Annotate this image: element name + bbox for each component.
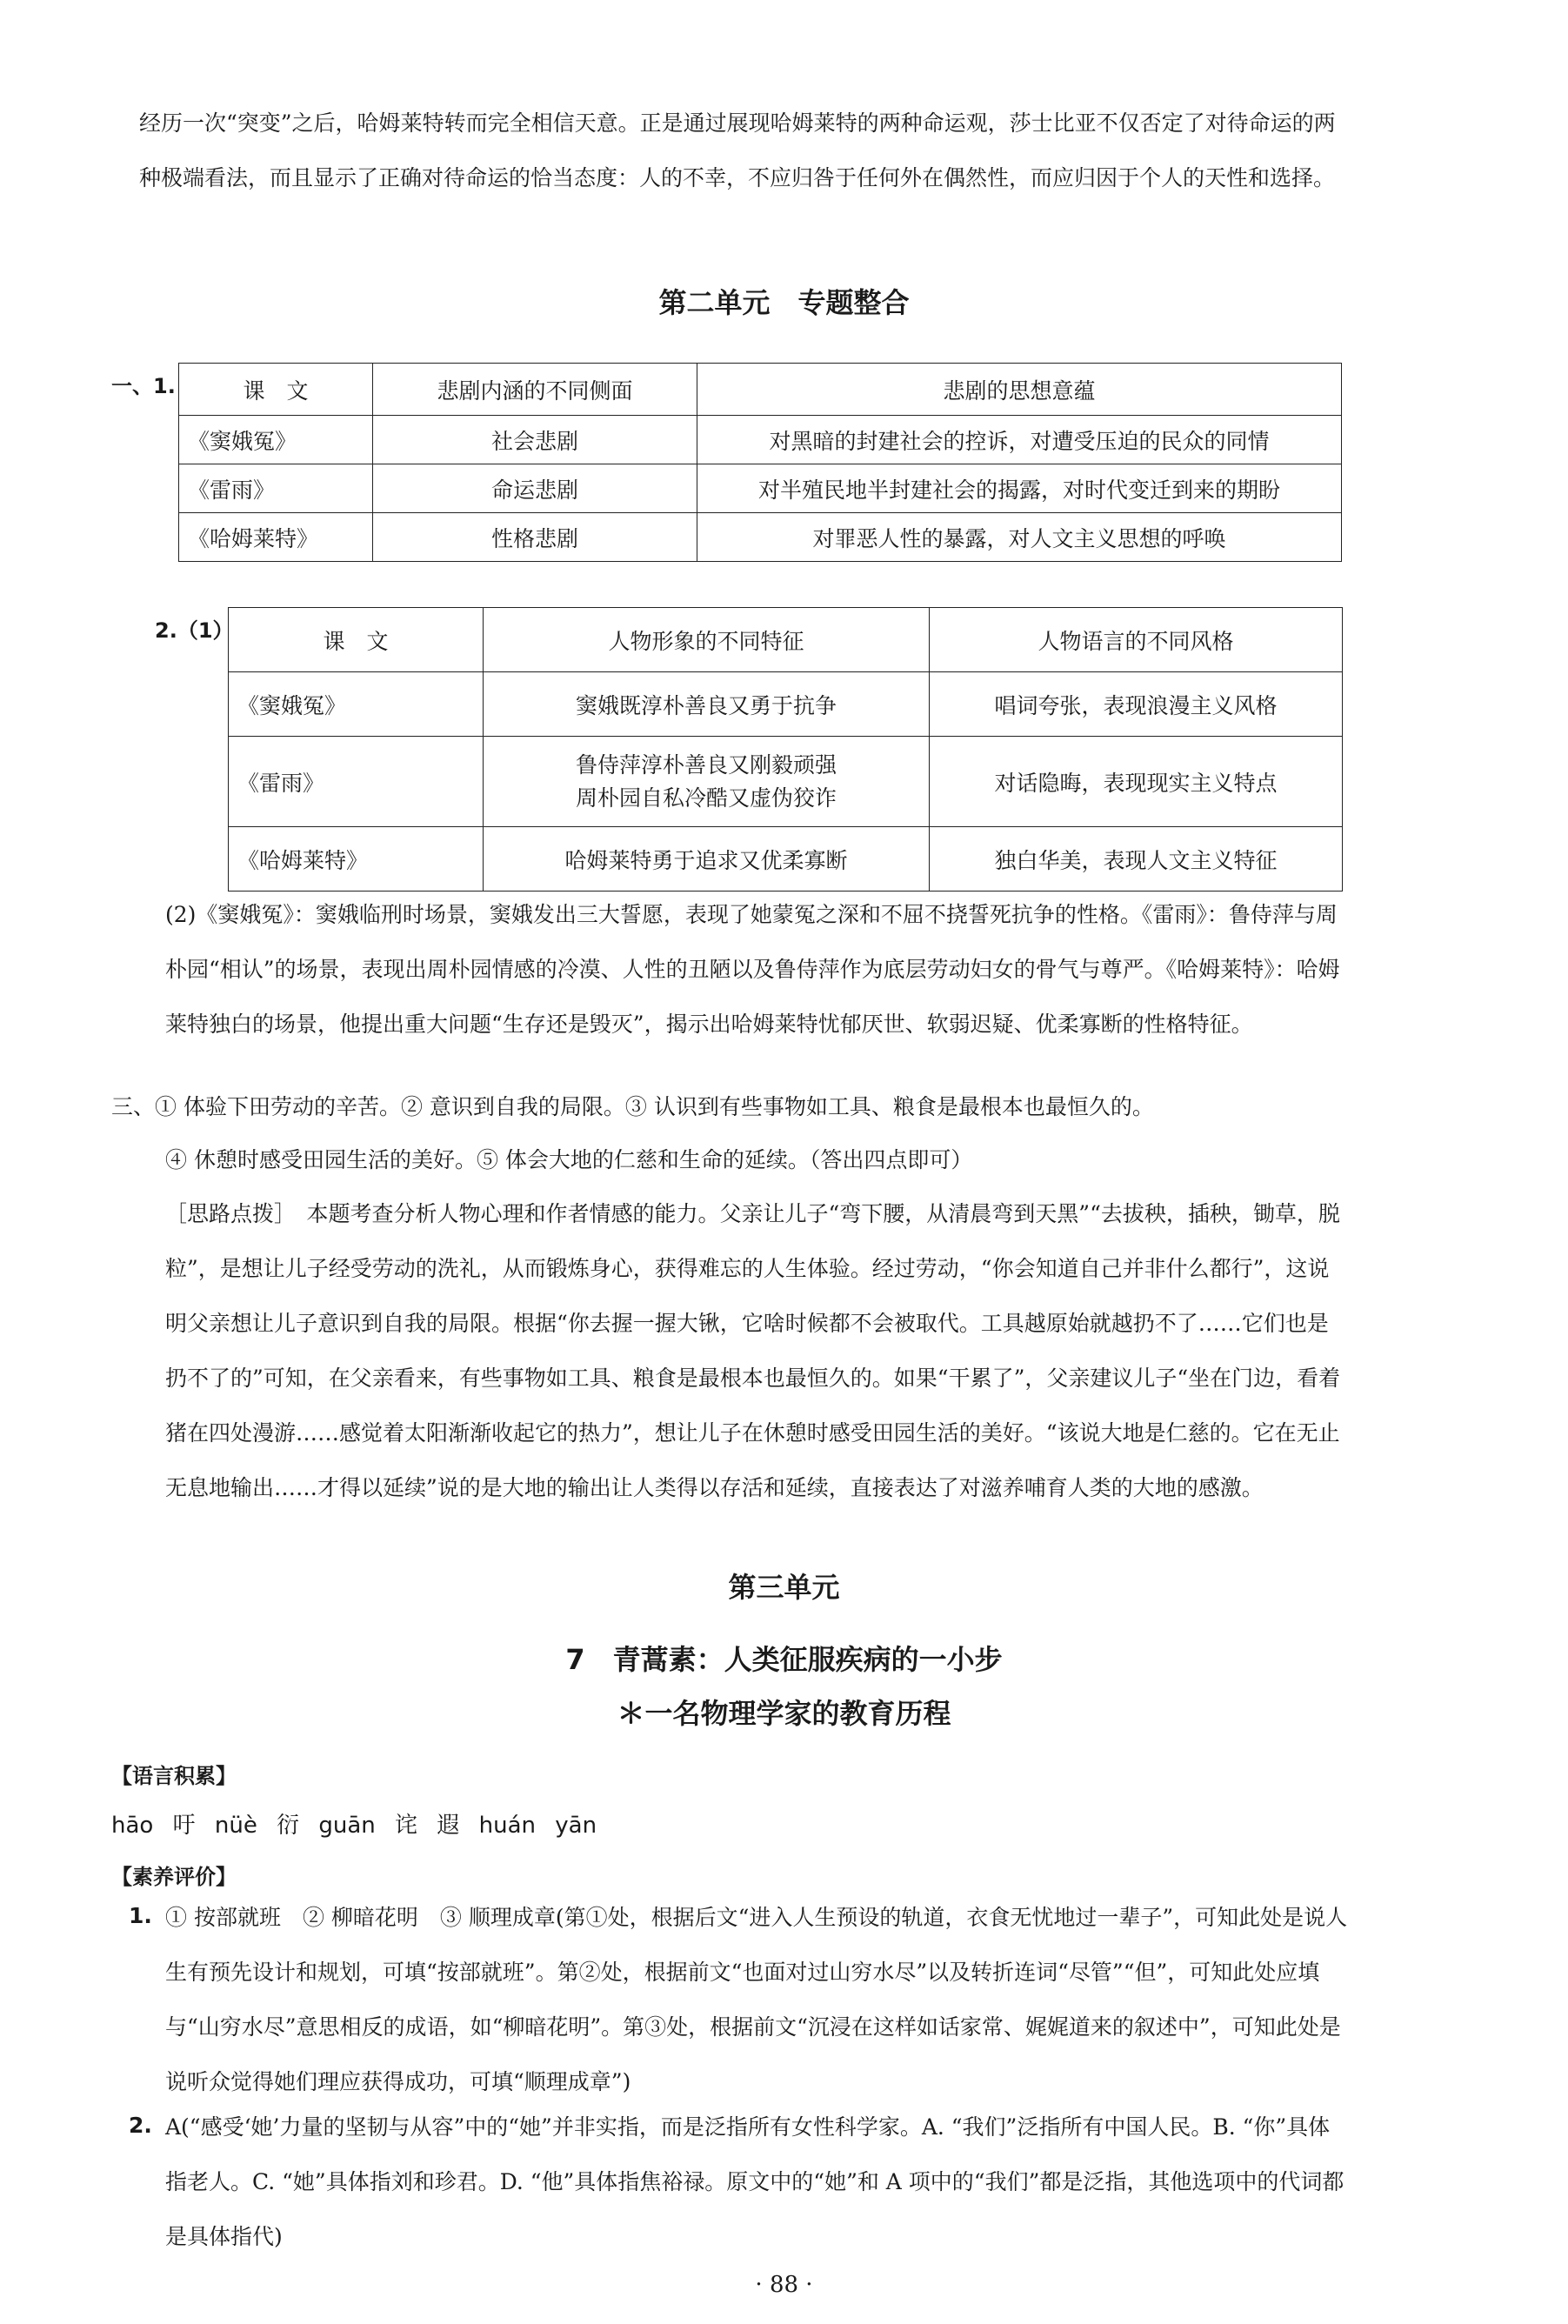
answer2-text: A(“感受‘她’力量的坚韧与从容”中的“她”并非实指，而是泛指所有女性科学家。A. “我们”泛指所有中国人民。B. “你”具体指老人。C. “她”具体指刘和珍君。D. “他”具体指焦裕禄。原文中的“她”和 A 项中的“我们”都是泛指，其他选项中的代词都是具体指代)	[165, 2114, 1344, 2249]
table-row	[179, 416, 1342, 464]
q2-part2: (2)《窦娥冤》：窦娥临刑时场景，窦娥发出三大誓愿，表现了她蒙冤之深和不屈不挠誓死抗争的性格。《雷雨》：鲁侍萍与周朴园“相认”的场景，表现出周朴园情感的冷漠、人性的丑陋以及鲁侍萍作为底层劳动妇女的骨气与尊严。《哈姆莱特》：哈姆莱特独白的场景，他提出重大问题“生存还是毁灭”，揭示出哈姆莱特忧郁厌世、软弱迟疑、优柔寡断的性格特征。	[165, 902, 1340, 1037]
table-header: 悲剧内涵的不同侧面	[373, 364, 697, 416]
table-cell: 窦娥既淳朴善良又勇于抗争	[484, 672, 930, 737]
q3-answer-cont: ④ 休憩时感受田园生活的美好。⑤ 体会大地的仁慈和生命的延续。（答出四点即可）	[165, 1147, 973, 1172]
table-cell: 《窦娥冤》	[179, 416, 373, 464]
unit3-title: 第三单元	[728, 1571, 840, 1604]
cell-line: 周朴园自私冷酷又虚伪狡诈	[575, 785, 837, 811]
table-row	[229, 737, 1343, 827]
table-cell: 命运悲剧	[373, 464, 697, 513]
pinyin-list	[111, 1807, 609, 1840]
table-cell: 对罪恶人性的暴露，对人文主义思想的呼唤	[697, 513, 1342, 562]
language-section-label: 【语言积累】	[111, 1764, 237, 1788]
lesson-subtitle: ＊一名物理学家的教育历程	[617, 1697, 951, 1730]
pinyin-item: 衍	[277, 1813, 300, 1839]
lesson-title: 7 青蒿素：人类征服疾病的一小步	[565, 1643, 1003, 1676]
table-cell: 《哈姆莱特》	[229, 827, 484, 892]
table-header: 人物形象的不同特征	[484, 608, 930, 672]
table-cell: 性格悲剧	[373, 513, 697, 562]
table-cell: 《哈姆莱特》	[179, 513, 373, 562]
q3-answer: 三、① 体验下田劳动的辛苦。② 意识到自我的局限。③ 认识到有些事物如工具、粮食是最根本也最恒久的。	[111, 1094, 1154, 1119]
pinyin-item: guān	[318, 1813, 376, 1839]
table-cell: 对半殖民地半封建社会的揭露，对时代变迁到来的期盼	[697, 464, 1342, 513]
table-header-row	[179, 364, 1342, 416]
q2-label: 2.（1）	[155, 618, 234, 643]
answer1-text: ① 按部就班 ② 柳暗花明 ③ 顺理成章(第①处，根据后文“进入人生预设的轨道，衣食无忧地过一辈子”，可知此处是说人生有预先设计和规划，可填“按部就班”。第②处，根据前文“也面对过山穷水尽”以及转折连词“尽管”“但”，可知此处应填与“山穷水尽”意思相反的成语，如“柳暗花明”。第③处，根据前文“沉浸在这样如话家常、娓娓道来的叙述中”，可知此处是说听众觉得她们理应获得成功，可填“顺理成章”)	[165, 1905, 1348, 2094]
analysis-paragraph: ［思路点拨］ 本题考查分析人物心理和作者情感的能力。父亲让儿子“弯下腰，从清晨弯到天黑”“去拔秧，插秧，锄草，脱粒”，是想让儿子经受劳动的洗礼，从而锻炼身心，获得难忘的人生体验。经过劳动，“你会知道自己并非什么都行”，这说明父亲想让儿子意识到自我的局限。根据“你去握一握大锹，它啥时候都不会被取代。工具越原始就越扔不了……它们也是扔不了的”可知，在父亲看来，有些事物如工具、粮食是最根本也最恒久的。如果“干累了”，父亲建议儿子“坐在门边，看着猪在四处漫游……感觉着太阳渐渐收起它的热力”，想让儿子在休憩时感受田园生活的美好。“该说大地是仁慈的。它在无止无息地输出……才得以延续”说的是大地的输出让人类得以存活和延续，直接表达了对滋养哺育人类的大地的感激。	[165, 1201, 1341, 1500]
tragedy-table	[178, 363, 1342, 562]
pinyin-item: 吁	[172, 1813, 196, 1839]
table-cell: 对话隐晦，表现现实主义特点	[930, 737, 1343, 827]
table-cell	[484, 737, 930, 827]
page-number: · 88 ·	[755, 2272, 813, 2298]
answer2-number: 2.	[129, 2113, 152, 2138]
table-cell: 《窦娥冤》	[229, 672, 484, 737]
pinyin-item: 遐	[437, 1813, 460, 1839]
table-cell: 《雷雨》	[229, 737, 484, 827]
character-table	[228, 607, 1343, 892]
cell-line: 鲁侍萍淳朴善良又刚毅顽强	[575, 751, 837, 778]
table-cell: 社会悲剧	[373, 416, 697, 464]
table-cell: 独白华美，表现人文主义特征	[930, 827, 1343, 892]
intro-paragraph: 经历一次“突变”之后，哈姆莱特转而完全相信天意。正是通过展现哈姆莱特的两种命运观，莎士比亚不仅否定了对待命运的两种极端看法，而且显示了正确对待命运的恰当态度：人的不幸，不应归咎于任何外在偶然性，而应归因于个人的天性和选择。	[139, 110, 1336, 190]
q1-label: 一、1.	[111, 374, 176, 398]
table-cell: 对黑暗的封建社会的控诉，对遭受压迫的民众的同情	[697, 416, 1342, 464]
table-header: 悲剧的思想意蕴	[697, 364, 1342, 416]
table-cell: 唱词夸张，表现浪漫主义风格	[930, 672, 1343, 737]
answer1-number: 1.	[129, 1903, 152, 1928]
pinyin-item: 诧	[395, 1813, 418, 1839]
table-header: 课 文	[179, 364, 373, 416]
pinyin-item: yān	[555, 1813, 597, 1839]
table-cell: 哈姆莱特勇于追求又优柔寡断	[484, 827, 930, 892]
evaluation-section-label: 【素养评价】	[111, 1865, 237, 1889]
table-header: 课 文	[229, 608, 484, 672]
table-cell: 《雷雨》	[179, 464, 373, 513]
table-header: 人物语言的不同风格	[930, 608, 1343, 672]
pinyin-item: hāo	[111, 1813, 154, 1839]
unit2-title: 第二单元 专题整合	[658, 286, 910, 319]
table-row	[179, 464, 1342, 513]
table-header-row	[229, 608, 1343, 672]
table-row	[179, 513, 1342, 562]
table-row	[229, 827, 1343, 892]
pinyin-item: nüè	[214, 1813, 257, 1839]
pinyin-item: huán	[478, 1813, 536, 1839]
table-row	[229, 672, 1343, 737]
